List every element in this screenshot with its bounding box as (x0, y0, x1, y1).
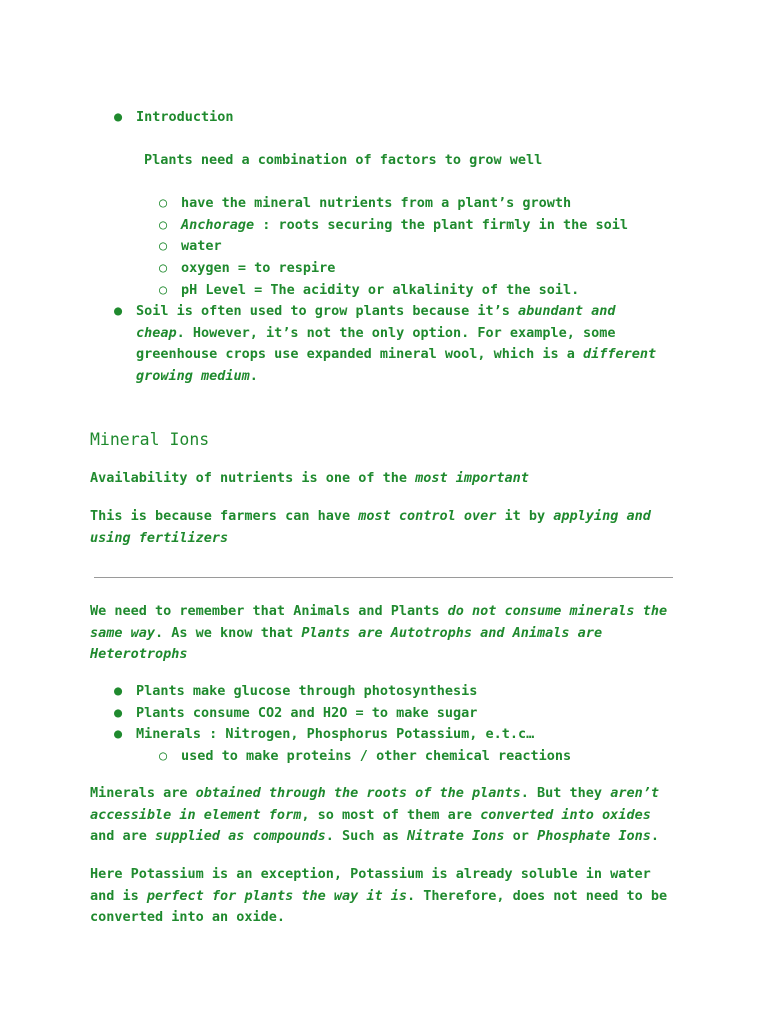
list-item (159, 746, 768, 768)
intro-label: Introduction (136, 109, 234, 125)
emphasis-run: most control over (358, 508, 497, 524)
emphasis-run: abundant and (518, 303, 616, 319)
list-item (159, 280, 768, 302)
text-run: greenhouse crops use expanded mineral wool, which is a (136, 346, 584, 363)
text-line: Here Potassium is an exception, Potassium is already soluble in water (90, 866, 651, 882)
potassium-paragraph (90, 864, 690, 929)
list-item (114, 681, 736, 703)
list-item-text: Minerals : Nitrogen, Phosphorus Potassium, e.t.c… (136, 726, 535, 743)
emphasis-run: converted into oxides (480, 806, 651, 823)
text-line (90, 644, 690, 666)
emphasis-run: different (583, 346, 657, 363)
factors-list (159, 193, 768, 301)
text-run: This is because farmers can have (90, 508, 359, 524)
list-item-text: : roots securing the plant firmly in the soil (262, 216, 629, 233)
emphasis-run: same way (90, 624, 156, 641)
text-run: Soil is often used to grow plants because it’s (136, 303, 519, 319)
text-run: Minerals are (90, 785, 196, 801)
text-run: . But they (520, 785, 611, 801)
list-item (114, 724, 736, 746)
emphasis-run: do not consume minerals the (447, 603, 668, 619)
text-line (90, 623, 690, 645)
animals-paragraph (90, 601, 690, 666)
list-item-text: pH Level = The acidity or alkalinity of the soil. (181, 281, 580, 298)
plant-facts-list (114, 681, 736, 768)
emphasis-run: supplied as compounds (155, 828, 326, 845)
text-line (90, 783, 690, 805)
list-item-text: have the mineral nutrients from a plant’s growth (181, 195, 572, 211)
text-line (90, 886, 690, 908)
circle-bullet-icon: ○ (159, 238, 168, 255)
text-line (90, 805, 690, 827)
text-run: We need to remember that Animals and Plants (90, 603, 448, 619)
intro-subheading-block (144, 150, 744, 172)
emphasis-run: obtained through the roots of the plants (195, 785, 521, 801)
emphasis-run: cheap (136, 324, 177, 341)
emphasis-run: growing medium (136, 368, 250, 385)
bullet-icon: ● (114, 109, 123, 125)
text-run: . (249, 368, 258, 385)
intro-subheading: Plants need a combination of factors to grow well (144, 152, 543, 168)
text-line (90, 468, 690, 490)
emphasis-run: Nitrate Ions (407, 828, 505, 845)
text-run: . (650, 828, 659, 845)
emphasis-run: Phosphate Ions (537, 828, 651, 845)
emphasis-run: aren’t (610, 785, 659, 801)
bullet-icon: ● (114, 303, 123, 319)
bullet-icon: ● (114, 704, 123, 721)
emphasis-run: perfect for plants the way it is (146, 887, 407, 904)
text-run: and are (90, 828, 156, 845)
list-item (159, 258, 768, 280)
emphasis-run: most important (415, 470, 529, 486)
list-item (159, 215, 768, 237)
emphasis-run: using fertilizers (90, 529, 229, 546)
intro-bullet-item (114, 107, 736, 129)
text-line (136, 344, 736, 366)
list-item-text: Plants make glucose through photosynthesis (136, 683, 478, 699)
text-line (136, 323, 736, 345)
list-item-text: used to make proteins / other chemical reactions (181, 748, 572, 765)
circle-bullet-icon: ○ (159, 195, 168, 211)
emphasis-run: accessible in element form (90, 806, 302, 823)
circle-bullet-icon: ○ (159, 260, 168, 277)
text-run: . Therefore, does not need to be (407, 887, 668, 904)
circle-bullet-icon: ○ (159, 216, 168, 233)
circle-bullet-icon: ○ (159, 281, 168, 298)
control-paragraph (90, 506, 690, 549)
text-line (90, 506, 690, 528)
text-line (136, 366, 736, 388)
text-run: . As we know that (155, 624, 302, 641)
mineral-ions-section (90, 427, 690, 453)
text-run: it by (496, 508, 554, 524)
list-item (159, 193, 768, 215)
text-line: converted into an oxide. (90, 909, 286, 926)
list-item-text: water (181, 238, 222, 255)
list-item-text: oxygen = to respire (181, 260, 336, 277)
text-run: . However, it’s not the only option. For example, some (176, 324, 616, 341)
section-heading: Mineral Ions (90, 430, 210, 449)
text-run: , so most of them are (301, 806, 481, 823)
text-line (114, 301, 736, 323)
text-run: Availability of nutrients is one of the (90, 470, 416, 486)
text-run: and is (90, 887, 147, 904)
text-run: or (504, 828, 538, 845)
text-line (90, 601, 690, 623)
emphasis-run: applying and (553, 508, 651, 524)
text-line (90, 528, 690, 550)
text-line (90, 826, 690, 848)
list-item-emphasis: Anchorage (181, 216, 255, 233)
list-item (114, 703, 736, 725)
horizontal-divider (94, 577, 673, 578)
circle-bullet-icon: ○ (159, 748, 168, 765)
emphasis-run: Plants are Autotrophs and Animals are (301, 624, 603, 641)
emphasis-run: Heterotrophs (90, 646, 188, 663)
list-item-text: Plants consume CO2 and H2O = to make sugar (136, 704, 478, 721)
bullet-icon: ● (114, 726, 123, 743)
soil-bullet-item (114, 301, 736, 388)
minerals-paragraph (90, 783, 690, 848)
text-run: . Such as (325, 828, 407, 845)
list-item (159, 236, 768, 258)
bullet-icon: ● (114, 683, 123, 699)
availability-paragraph (90, 468, 690, 490)
intro-section (114, 107, 736, 129)
